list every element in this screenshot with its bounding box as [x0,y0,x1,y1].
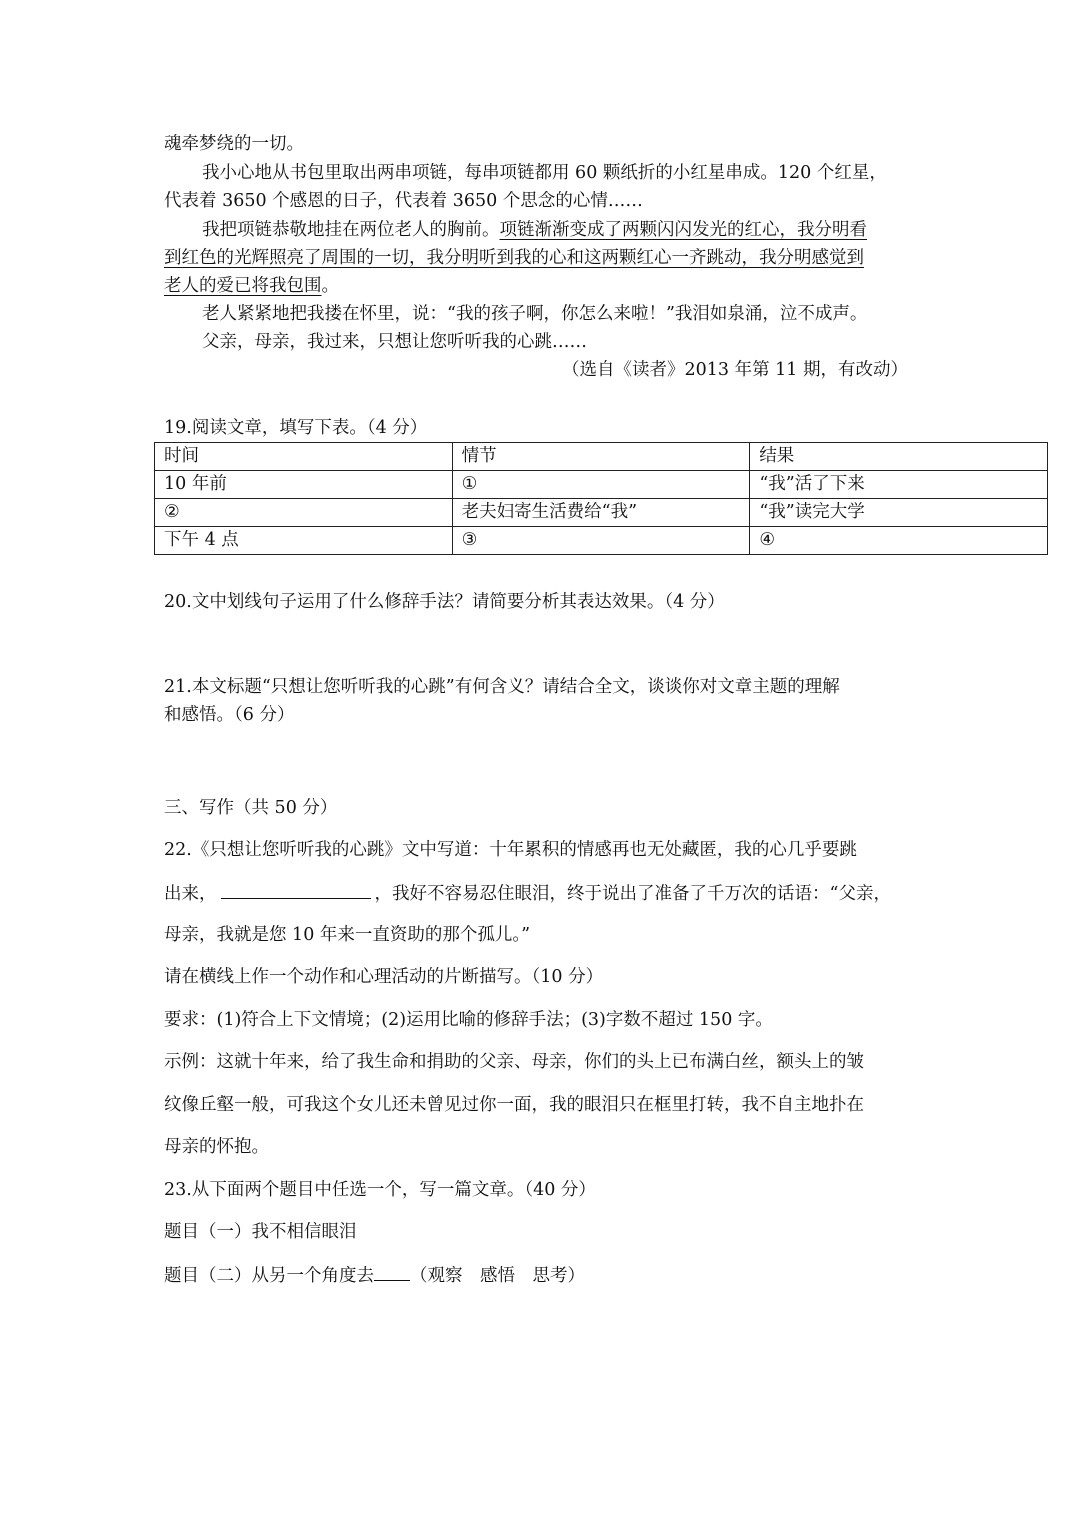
question-23-prompt: 23.从下面两个题目中任选一个，写一篇文章。（40 分） [164,1180,596,1200]
table-header-cell: 时间 [155,443,453,471]
table-cell: “我”读完大学 [750,499,1048,527]
question-21-line: 21.本文标题“只想让您听听我的心跳”有何含义？请结合全文，谈谈你对文章主题的理解 [164,677,840,697]
underlined-sentence: 到红色的光辉照亮了周围的一切，我分明听到我的心和这两颗红心一齐跳动，我分明感觉到 [164,248,864,268]
underlined-sentence: 项链渐渐变成了两颗闪闪发光的红心，我分明看 [499,220,867,240]
table-row [155,499,1048,527]
passage-line [164,274,339,298]
question-22-line [164,880,891,906]
question-22-line: 母亲的怀抱。 [164,1137,269,1157]
source-citation: （选自《读者》2013 年第 11 期，有改动） [562,360,908,380]
question-22-line: 母亲，我就是您 10 年来一直资助的那个孤儿。” [164,925,531,945]
passage-line: 老人紧紧地把我搂在怀里，说：“我的孩子啊，你怎么来啦！”我泪如泉涌，泣不成声。 [202,304,868,324]
table-cell: ③ [452,527,750,555]
question-21-line: 和感悟。（6 分） [164,705,295,725]
section-heading: 三、写作（共 50 分） [164,798,338,818]
table-cell: “我”活了下来 [750,471,1048,499]
essay-title-text: 题目（二）从另一个角度去 [164,1266,374,1286]
underlined-sentence: 老人的爱已将我包围 [164,276,322,296]
table-row [155,471,1048,499]
question-19-prompt: 19.阅读文章，填写下表。（4 分） [164,418,428,438]
table-cell: 10 年前 [155,471,453,499]
question-22-line: 纹像丘壑一般，可我这个女儿还未曾见过你一面，我的眼泪只在框里打转，我不自主地扑在 [164,1095,864,1115]
question-22-line: 请在横线上作一个动作和心理活动的片断描写。（10 分） [164,967,604,987]
passage-line: 魂牵梦绕的一切。 [164,134,304,154]
essay-title-text: （观察 感悟 思考） [410,1266,585,1286]
passage-line: 代表着 3650 个感恩的日子，代表着 3650 个思念的心情…… [164,191,643,211]
table-header-row [155,443,1048,471]
question-22-text: 出来， [164,884,217,904]
answer-blank[interactable] [221,880,371,899]
table-header-cell: 情节 [452,443,750,471]
question-19-table [154,442,1048,555]
table-cell: 老夫妇寄生活费给“我” [452,499,750,527]
question-22-text: ，我好不容易忍住眼泪，终于说出了准备了千万次的话语：“父亲， [374,884,891,904]
question-22-line: 要求：(1)符合上下文情境；(2)运用比喻的修辞手法；(3)字数不超过 150 字。 [164,1010,773,1030]
passage-text: 。 [321,276,339,296]
answer-blank[interactable] [374,1262,410,1281]
question-22-line: 22.《只想让您听听我的心跳》文中写道：十年累积的情感再也无处藏匿，我的心几乎要跳 [164,840,857,860]
question-22-line: 示例：这就十年来，给了我生命和捐助的父亲、母亲，你们的头上已布满白丝，额头上的皱 [164,1052,864,1072]
table-cell: ① [452,471,750,499]
table-header-cell: 结果 [750,443,1048,471]
question-20: 20.文中划线句子运用了什么修辞手法？请简要分析其表达效果。（4 分） [164,592,725,612]
passage-line: 我小心地从书包里取出两串项链，每串项链都用 60 颗纸折的小红星串成。120 个红星， [202,163,887,183]
table-cell: ④ [750,527,1048,555]
table-row [155,527,1048,555]
passage-line: 父亲，母亲，我过来，只想让您听听我的心跳…… [202,332,587,352]
essay-title-option: 题目（一）我不相信眼泪 [164,1222,357,1242]
passage-text: 我把项链恭敬地挂在两位老人的胸前。 [202,220,500,240]
passage-line [202,218,867,242]
essay-title-option [164,1262,585,1288]
table-cell: 下午 4 点 [155,527,453,555]
table-cell: ② [155,499,453,527]
